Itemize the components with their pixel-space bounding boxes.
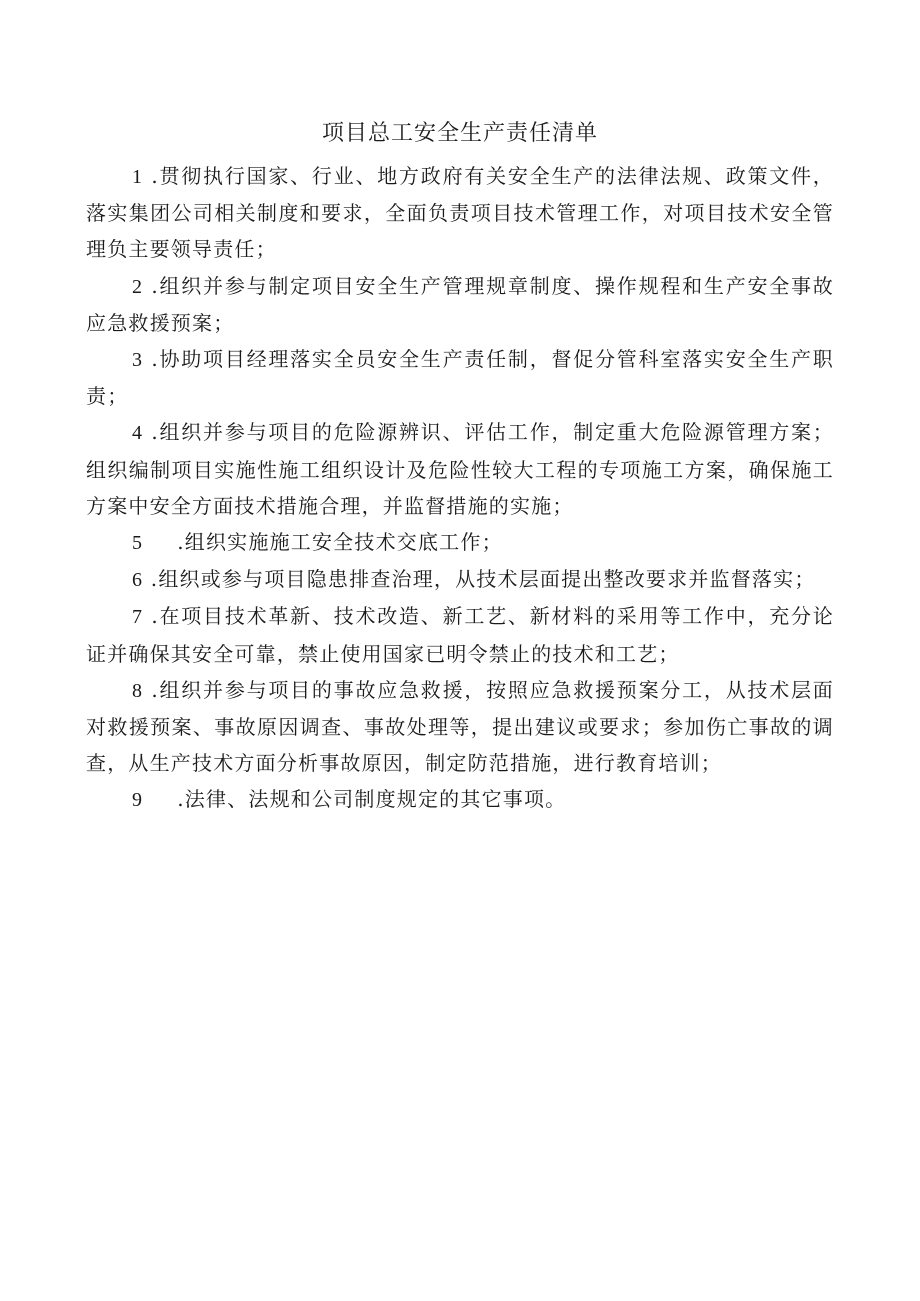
item-number: 3 <box>132 349 144 372</box>
item-text: 组织并参与制定项目安全生产管理规章制度、操作规程和生产安全事故应急救援预案； <box>86 273 834 335</box>
list-item <box>86 341 834 414</box>
item-number: 1 <box>132 166 144 188</box>
item-text: 组织或参与项目隐患排查治理，从技术层面提出整改要求并监督落实； <box>158 567 816 592</box>
item-separator: . <box>177 530 185 555</box>
item-separator: . <box>143 347 159 372</box>
list-item <box>86 672 834 782</box>
item-separator: . <box>143 567 159 592</box>
list-item <box>86 598 834 671</box>
item-text: 组织并参与项目的危险源辨识、评估工作，制定重大危险源管理方案；组织编制项目实施性施工组织设计及危险性较大工程的专项施工方案，确保施工方案中安全方面技术措施合理，并监督措施的实施； <box>86 420 834 518</box>
item-text: 组织实施施工安全技术交底工作； <box>184 530 503 555</box>
item-text: 协助项目经理落实全员安全生产责任制，督促分管科室落实安全生产职责； <box>86 347 834 409</box>
item-text: 法律、法规和公司制度规定的其它事项。 <box>184 787 567 812</box>
item-number: 2 <box>132 275 144 298</box>
list-item <box>86 781 834 818</box>
list-item <box>86 524 834 561</box>
item-number: 6 <box>132 569 144 592</box>
list-item <box>86 414 834 524</box>
item-number: 9 <box>132 789 144 812</box>
item-number: 7 <box>132 606 144 629</box>
list-item <box>86 268 834 341</box>
item-number: 4 <box>132 422 144 445</box>
item-text: 组织并参与项目的事故应急救援，按照应急救援预案分工，从技术层面对救援预案、事故原因调查、事故处理等，提出建议或要求；参加伤亡事故的调查，从生产技术方面分析事故原因，制定防范措施，进行教育培训； <box>86 677 834 776</box>
list-item <box>86 561 834 598</box>
document-title: 项目总工安全生产责任清单 <box>321 121 598 146</box>
item-separator: . <box>143 420 159 445</box>
item-text: 在项目技术革新、技术改造、新工艺、新材料的采用等工作中，充分论证并确保其安全可靠，禁止使用国家已明令禁止的技术和工艺； <box>86 604 834 666</box>
responsibility-list <box>86 158 834 819</box>
item-number: 8 <box>132 679 144 702</box>
item-separator: . <box>143 604 159 629</box>
item-separator: . <box>177 787 185 812</box>
item-number: 5 <box>132 532 144 555</box>
item-separator: . <box>143 273 159 298</box>
item-separator: . <box>143 164 159 188</box>
item-text: 贯彻执行国家、行业、地方政府有关安全生产的法律法规、政策文件，落实集团公司相关制度和要求，全面负责项目技术管理工作，对项目技术安全管理负主要领导责任； <box>86 164 834 262</box>
item-separator: . <box>143 677 159 702</box>
list-item <box>86 158 834 268</box>
